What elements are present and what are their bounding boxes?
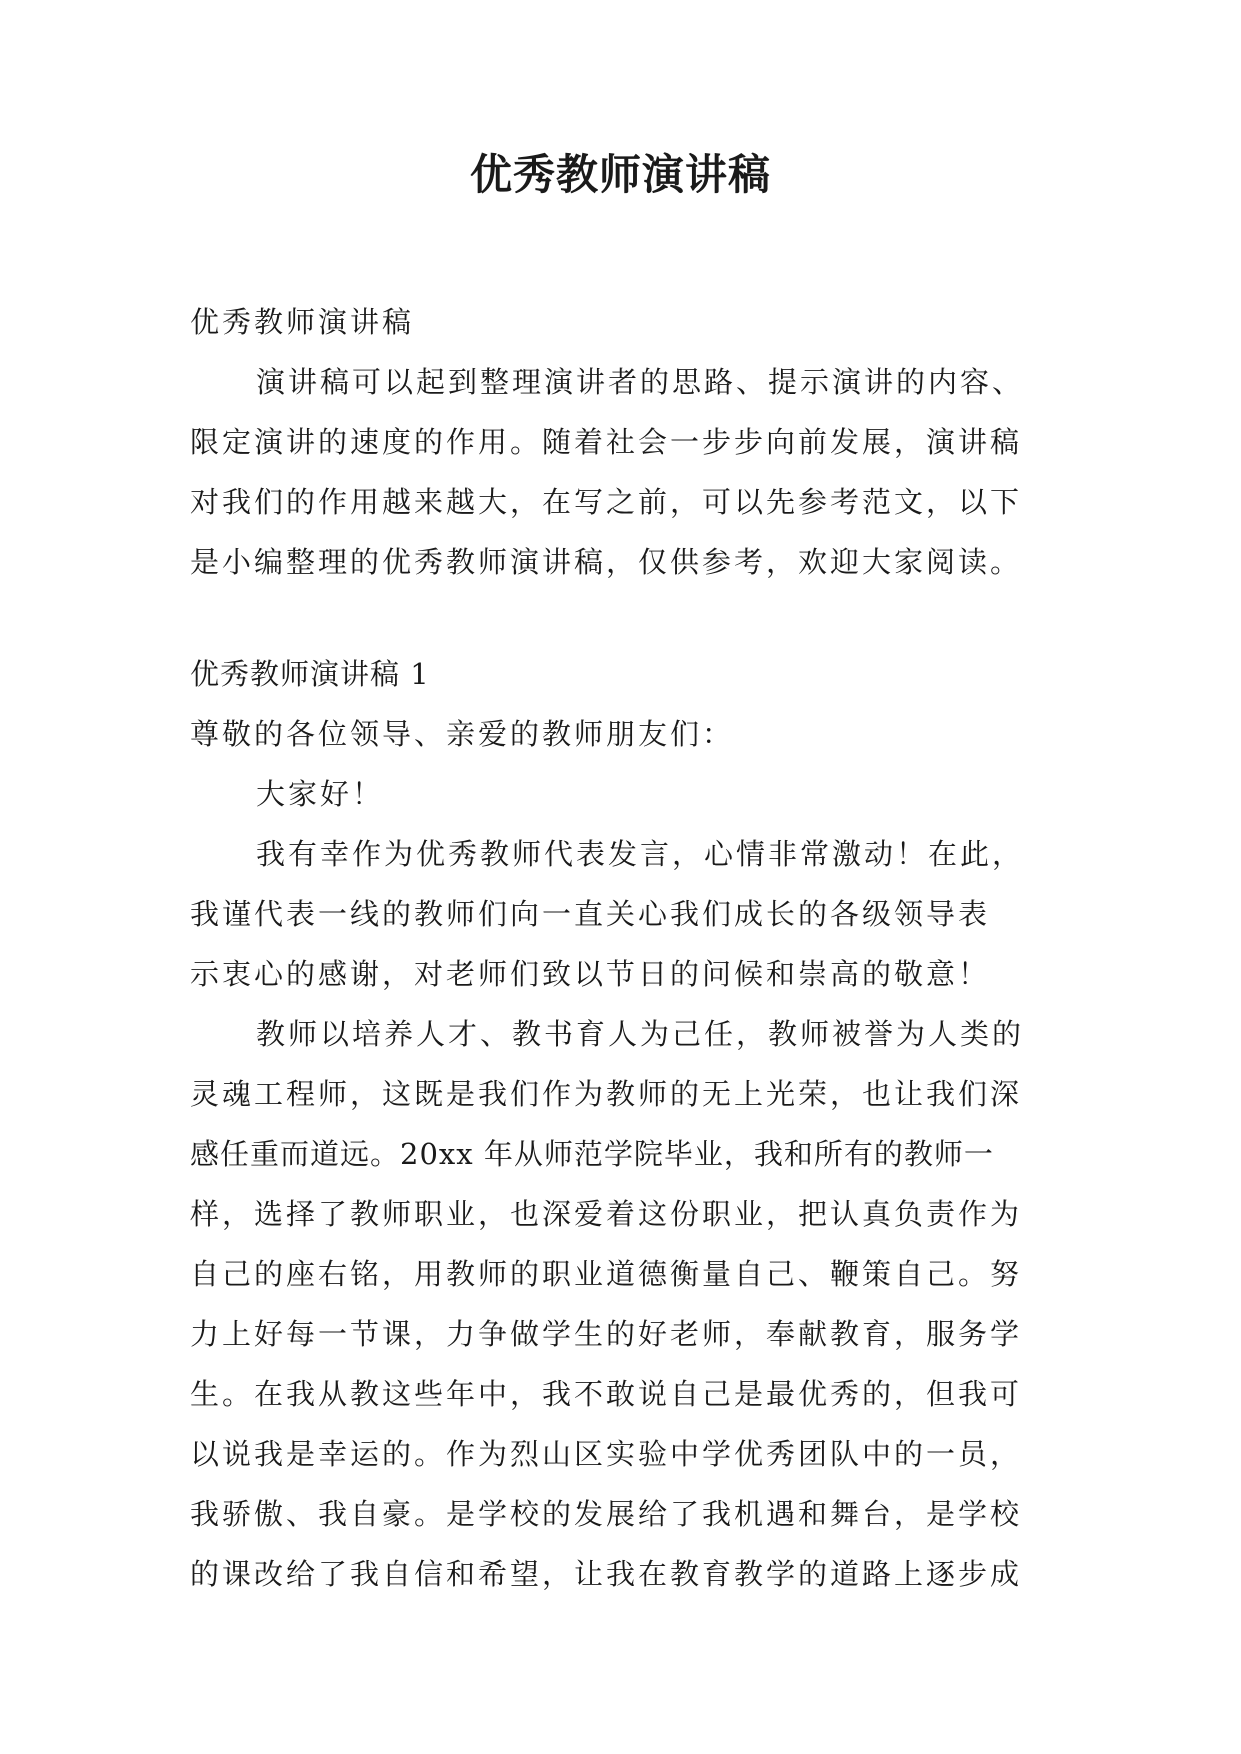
- section-heading: 优秀教师演讲稿 1: [190, 657, 430, 691]
- paragraph-line: 示衷心的感谢，对老师们致以节日的问候和崇高的敬意！: [190, 957, 991, 991]
- paragraph-line: 以说我是幸运的。作为烈山区实验中学优秀团队中的一员，: [190, 1437, 1023, 1471]
- section-spacer: [190, 592, 1060, 644]
- intro-line: 是小编整理的优秀教师演讲稿，仅供参考，欢迎大家阅读。: [190, 545, 1023, 579]
- paragraph-line: 我有幸作为优秀教师代表发言，心情非常激动！在此，: [256, 837, 1025, 871]
- paragraph-line: 我骄傲、我自豪。是学校的发展给了我机遇和舞台，是学校: [190, 1497, 1023, 1531]
- intro-line: 对我们的作用越来越大，在写之前，可以先参考范文，以下: [190, 485, 1023, 519]
- paragraph-line: 力上好每一节课，力争做学生的好老师，奉献教育，服务学: [190, 1317, 1023, 1351]
- paragraph-2: [190, 1004, 1060, 1604]
- salutation: 尊敬的各位领导、亲爱的教师朋友们：: [190, 717, 735, 751]
- intro-paragraph: [190, 352, 1060, 592]
- intro-line: 演讲稿可以起到整理演讲者的思路、提示演讲的内容、: [256, 365, 1025, 399]
- paragraph-line: 感任重而道远。20xx 年从师范学院毕业，我和所有的教师一: [190, 1137, 994, 1171]
- paragraph-line: 样，选择了教师职业，也深爱着这份职业，把认真负责作为: [190, 1197, 1023, 1231]
- paragraph-line: 灵魂工程师，这既是我们作为教师的无上光荣，也让我们深: [190, 1077, 1023, 1111]
- document-title: 优秀教师演讲稿: [469, 150, 771, 199]
- intro-line: 限定演讲的速度的作用。随着社会一步步向前发展，演讲稿: [190, 425, 1023, 459]
- document-body: [190, 292, 1060, 1604]
- greeting: 大家好！: [256, 777, 385, 811]
- subtitle: 优秀教师演讲稿: [190, 305, 415, 339]
- paragraph-1: [190, 824, 1060, 1004]
- paragraph-line: 自己的座右铭，用教师的职业道德衡量自己、鞭策自己。努: [190, 1257, 1023, 1291]
- paragraph-line: 生。在我从教这些年中，我不敢说自己是最优秀的，但我可: [190, 1377, 1023, 1411]
- paragraph-line: 的课改给了我自信和希望，让我在教育教学的道路上逐步成: [190, 1557, 1023, 1591]
- paragraph-line: 我谨代表一线的教师们向一直关心我们成长的各级领导表: [190, 897, 991, 931]
- paragraph-line: 教师以培养人才、教书育人为己任，教师被誉为人类的: [256, 1017, 1025, 1051]
